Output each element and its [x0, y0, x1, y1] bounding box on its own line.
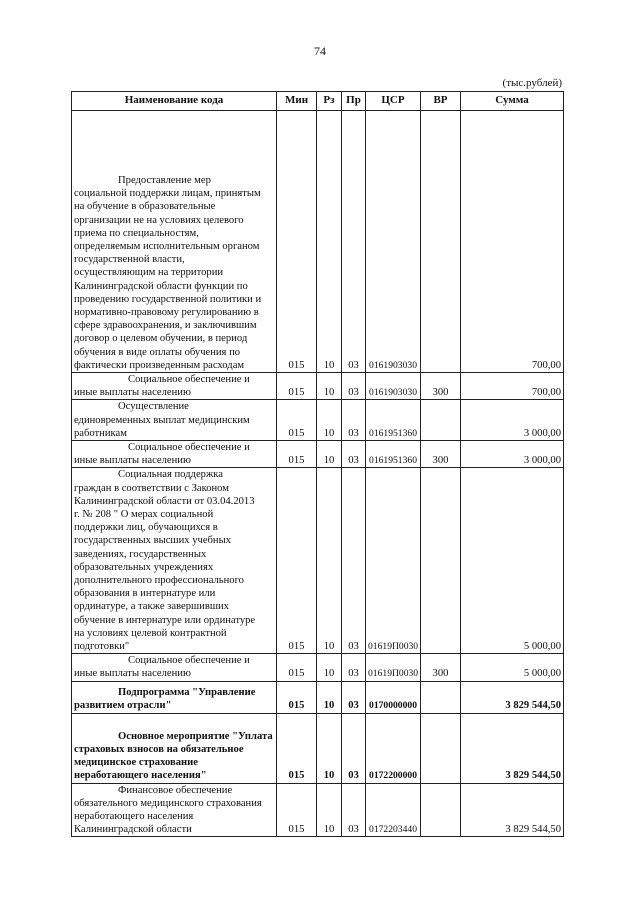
row-name: Социальное обеспечение и иные выплаты населению — [72, 373, 277, 400]
row-name: Социальная поддержка граждан в соответствии с Законом Калининградской области от 03.04.2013 г. № 208 " О мерах социальной поддержки лиц, обучающихся в государственных высших учебных заведениях, государственных образовательных учреждениях дополнительного профессионального образования в интернатуре или ординатуре, а также завершивших обучение в интернатуре или ординатуре на условиях целевой контрактной подготовки" — [72, 468, 277, 654]
row-sum: 3 000,00 — [461, 400, 564, 441]
table-row — [72, 654, 564, 681]
row-name: Подпрограмма "Управление развитием отрасли" — [72, 681, 277, 713]
row-rz: 10 — [317, 783, 342, 837]
table-row — [72, 373, 564, 400]
header-min: Мин — [277, 92, 317, 111]
row-vr — [421, 468, 461, 654]
row-csr: 0172203440 — [366, 783, 421, 837]
header-vr: ВР — [421, 92, 461, 111]
row-csr: 01619П0030 — [366, 468, 421, 654]
row-sum: 3 829 544,50 — [461, 681, 564, 713]
header-csr: ЦСР — [366, 92, 421, 111]
row-name: Предоставление мер социальной поддержки лицам, принятым на обучение в образовательные организации не на условиях целевого приема по специальностям, определяемым исполнительным органом государственной власти, осуществляющим на территории Калининградской области функции по проведению государственной политики и нормативно-правовому регулированию в сфере здравоохранения, и заключившим договор о целевом обучении, в период обучения в виде оплаты обучения по фактически произведенным расходам — [72, 111, 277, 373]
row-name: Социальное обеспечение и иные выплаты населению — [72, 441, 277, 468]
row-csr: 0161903030 — [366, 111, 421, 373]
row-sum: 5 000,00 — [461, 654, 564, 681]
row-rz: 10 — [317, 654, 342, 681]
row-vr — [421, 681, 461, 713]
table-row — [72, 681, 564, 713]
row-pr: 03 — [342, 441, 366, 468]
row-rz: 10 — [317, 713, 342, 783]
row-min: 015 — [277, 713, 317, 783]
row-pr: 03 — [342, 468, 366, 654]
table-row — [72, 713, 564, 783]
row-min: 015 — [277, 441, 317, 468]
row-vr — [421, 111, 461, 373]
header-sum: Сумма — [461, 92, 564, 111]
header-pr: Пр — [342, 92, 366, 111]
row-vr: 300 — [421, 654, 461, 681]
table-row — [72, 468, 564, 654]
row-pr: 03 — [342, 713, 366, 783]
table-row — [72, 111, 564, 373]
table-row — [72, 400, 564, 441]
header-rz: Рз — [317, 92, 342, 111]
row-pr: 03 — [342, 783, 366, 837]
row-sum: 700,00 — [461, 111, 564, 373]
row-name: Финансовое обеспечение обязательного медицинского страхования неработающего населения Калининградской области — [72, 783, 277, 837]
row-pr: 03 — [342, 654, 366, 681]
row-pr: 03 — [342, 681, 366, 713]
row-name: Социальное обеспечение и иные выплаты населению — [72, 654, 277, 681]
row-vr: 300 — [421, 373, 461, 400]
row-vr — [421, 400, 461, 441]
page-number: 74 — [314, 44, 326, 58]
row-pr: 03 — [342, 373, 366, 400]
table-row — [72, 441, 564, 468]
row-min: 015 — [277, 654, 317, 681]
row-min: 015 — [277, 111, 317, 373]
row-sum: 5 000,00 — [461, 468, 564, 654]
row-rz: 10 — [317, 468, 342, 654]
table-header-row — [72, 92, 564, 111]
row-rz: 10 — [317, 441, 342, 468]
row-pr: 03 — [342, 400, 366, 441]
row-min: 015 — [277, 468, 317, 654]
table-row — [72, 783, 564, 837]
row-min: 015 — [277, 400, 317, 441]
row-rz: 10 — [317, 681, 342, 713]
row-min: 015 — [277, 373, 317, 400]
row-min: 015 — [277, 783, 317, 837]
row-pr: 03 — [342, 111, 366, 373]
row-csr: 0170000000 — [366, 681, 421, 713]
row-vr — [421, 783, 461, 837]
row-csr: 0161951360 — [366, 441, 421, 468]
row-sum: 3 829 544,50 — [461, 713, 564, 783]
row-vr: 300 — [421, 441, 461, 468]
row-name: Осуществление единовременных выплат медицинским работникам — [72, 400, 277, 441]
row-sum: 3 829 544,50 — [461, 783, 564, 837]
row-csr: 0161951360 — [366, 400, 421, 441]
row-csr: 0161903030 — [366, 373, 421, 400]
units-label: (тыс.рублей) — [502, 77, 562, 89]
row-csr: 01619П0030 — [366, 654, 421, 681]
row-sum: 3 000,00 — [461, 441, 564, 468]
row-rz: 10 — [317, 111, 342, 373]
row-rz: 10 — [317, 400, 342, 441]
row-rz: 10 — [317, 373, 342, 400]
row-min: 015 — [277, 681, 317, 713]
row-sum: 700,00 — [461, 373, 564, 400]
row-csr: 0172200000 — [366, 713, 421, 783]
row-vr — [421, 713, 461, 783]
row-name: Основное мероприятие "Уплата страховых взносов на обязательное медицинское страхование неработающего населения" — [72, 713, 277, 783]
budget-table — [71, 91, 564, 837]
header-name: Наименование кода — [72, 92, 277, 111]
